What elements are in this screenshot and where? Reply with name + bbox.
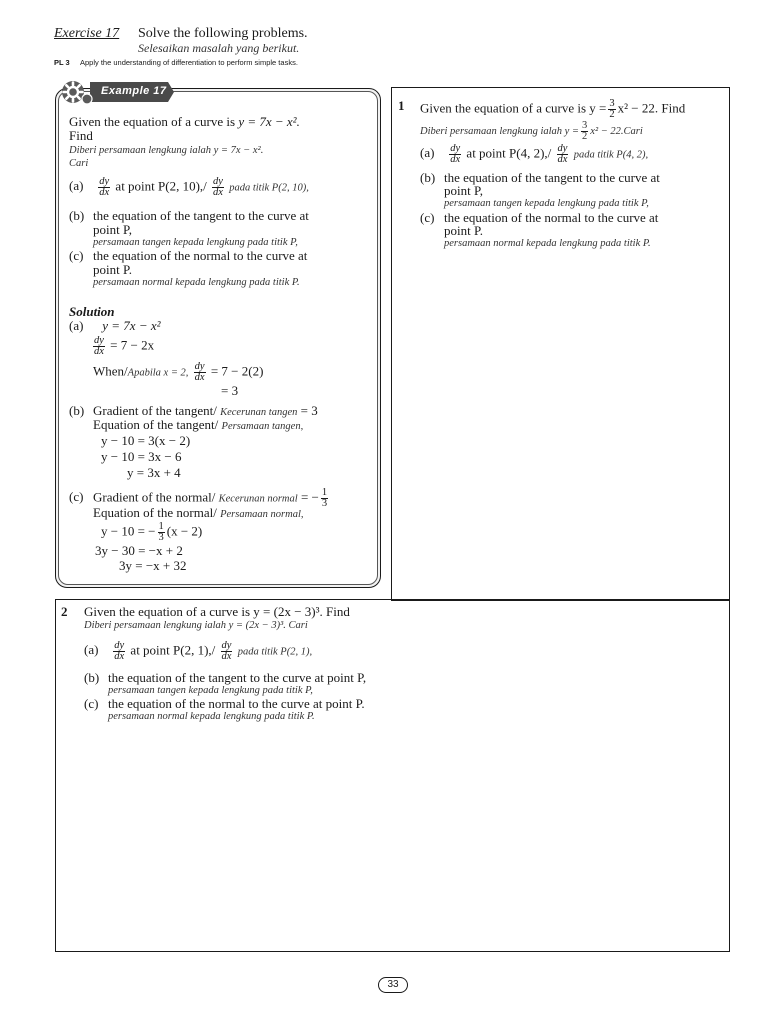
example-part-b	[69, 209, 309, 223]
pl-text: Apply the understanding of differentiation to perform simple tasks.	[80, 58, 298, 67]
part-a-malay: pada titik P(2, 10),	[229, 182, 309, 194]
frac-num: dy	[450, 143, 461, 154]
frac-den: 3	[158, 532, 164, 543]
frac-den: dx	[194, 372, 205, 383]
part-label: (c)	[69, 489, 84, 505]
question-2-part-a	[84, 641, 312, 662]
example-question	[69, 115, 300, 129]
question-1-number: 1	[398, 98, 405, 113]
part-c-text: the equation of the normal to the curve at point P.	[108, 696, 365, 711]
part-label: (b)	[69, 208, 85, 223]
dy-dx-fraction	[212, 177, 224, 198]
part-c-text-2: point P.	[93, 262, 133, 277]
one-third-fraction	[158, 522, 165, 543]
solution-c-line1	[101, 522, 202, 543]
question-2-malay: Diberi persamaan lengkung ialah y = (2x − 3)³. Cari	[84, 620, 308, 631]
frac-num: 3	[609, 98, 615, 109]
frac-num: dy	[194, 361, 205, 372]
frac-num: dy	[114, 640, 125, 651]
solution-b-line3: y = 3x + 4	[127, 465, 181, 480]
three-halves-fraction	[608, 99, 615, 120]
gradient-value: = 3	[300, 403, 318, 418]
question-1-malay	[420, 121, 643, 142]
dy-dx-fraction	[93, 336, 105, 357]
solution-a-line1	[69, 319, 161, 333]
frac-den: dx	[450, 154, 461, 165]
question-2-part-c	[84, 697, 365, 711]
one-third-fraction	[321, 488, 328, 509]
part-label: (a)	[69, 178, 84, 194]
example-find: Find	[69, 128, 93, 143]
three-halves-fraction	[581, 121, 588, 142]
equation-label-malay: Persamaan normal,	[220, 509, 304, 520]
equation-label: Equation of the tangent/	[93, 417, 219, 432]
q1-malay-a: Diberi persamaan lengkung ialah y =	[420, 125, 580, 137]
frac-den: dx	[221, 651, 232, 662]
frac-num: dy	[557, 143, 568, 154]
exercise-title-malay: Selesaikan masalah yang berikut.	[138, 41, 300, 55]
frac-den: dx	[94, 346, 104, 357]
frac-num: dy	[221, 640, 232, 651]
solution-b-line1: y − 10 = 3(x − 2)	[101, 433, 191, 448]
part-label: (a)	[84, 642, 99, 658]
part-c-malay: persamaan normal kepada lengkung pada titik P.	[93, 277, 300, 288]
gradient-value: = −	[300, 489, 319, 505]
gradient-label-malay: Kecerunan tangen	[220, 407, 298, 418]
example-question-text: Given the equation of a curve is	[69, 114, 236, 129]
frac-den: 2	[582, 131, 588, 142]
frac-den: dx	[213, 187, 223, 198]
question-1-text	[420, 99, 685, 120]
q1-part-b-text-2: point P,	[444, 183, 484, 198]
part-label: (b)	[69, 403, 85, 418]
gradient-label-malay: Kecerunan normal	[218, 493, 298, 505]
when-text: When/	[93, 363, 128, 379]
part-a-malay: pada titik P(4, 2),	[573, 149, 649, 161]
gradient-label: Gradient of the tangent/	[93, 403, 217, 418]
part-c-text: the equation of the normal to the curve at	[444, 210, 659, 225]
pl-code: PL 3	[54, 58, 70, 67]
part-b-text-2: point P,	[93, 222, 133, 237]
solution-title: Solution	[69, 304, 115, 319]
part-b-text: the equation of the tangent to the curve at point P,	[108, 670, 367, 685]
question-2-part-b	[84, 671, 366, 685]
part-b-text: the equation of the tangent to the curve at	[93, 208, 309, 223]
example-question-malay: Diberi persamaan lengkung ialah y = 7x − x².	[69, 145, 264, 156]
example-part-c	[69, 249, 307, 263]
frac-num: dy	[213, 176, 223, 187]
part-label: (b)	[84, 670, 100, 685]
apabila-text: Apabila x = 2,	[127, 367, 189, 379]
solution-a-line3	[93, 362, 263, 383]
frac-den: dx	[114, 651, 125, 662]
solution-a-evaluate: = 7 − 2(2)	[210, 363, 264, 379]
solution-a-equation: y = 7x − x²	[102, 318, 161, 333]
part-label: (a)	[69, 318, 84, 333]
frac-num: dy	[94, 335, 104, 346]
frac-den: dx	[99, 187, 110, 198]
part-b-malay: persamaan tangen kepada lengkung pada titik P,	[93, 237, 298, 248]
q1-text-a: Given the equation of a curve is y =	[420, 100, 607, 116]
example-tag-label: Example 17	[101, 85, 167, 97]
part-label: (c)	[84, 696, 99, 711]
line-text: y − 10 = −	[101, 523, 156, 539]
dy-dx-fraction	[113, 641, 125, 662]
part-a-text: at point P(4, 2),/	[466, 145, 552, 161]
question-1-part-a	[420, 144, 648, 165]
q1-part-b-malay: persamaan tangen kepada lengkung pada titik P,	[444, 198, 649, 209]
part-a-malay: pada titik P(2, 1),	[237, 646, 313, 658]
frac-num: 1	[321, 487, 328, 498]
question-2-number: 2	[61, 604, 68, 619]
line-text: (x − 2)	[166, 523, 203, 539]
q1-text-b: x² − 22. Find	[617, 100, 686, 116]
part-c-text: the equation of the normal to the curve at	[93, 248, 308, 263]
part-label: (a)	[420, 145, 435, 161]
q1-part-c-text-2: point P.	[444, 223, 484, 238]
part-a-text: at point P(2, 10),/	[115, 178, 207, 194]
solution-a-line2	[91, 336, 154, 357]
solution-a-result: = 3	[221, 383, 239, 398]
frac-den: 2	[609, 109, 615, 120]
part-label: (c)	[420, 210, 435, 225]
part-a-text: at point P(2, 1),/	[130, 642, 216, 658]
example-part-a	[69, 177, 309, 198]
dy-dx-fraction	[194, 362, 206, 383]
solution-a-derivative: = 7 − 2x	[110, 337, 155, 353]
example-equation: y = 7x − x².	[238, 114, 300, 129]
frac-num: dy	[99, 176, 110, 187]
page-number: 33	[378, 977, 408, 993]
example-cari: Cari	[69, 158, 89, 169]
part-label: (b)	[420, 170, 436, 185]
exercise-label: Exercise 17	[54, 26, 120, 41]
q2-part-c-malay: persamaan normal kepada lengkung pada titik P.	[108, 711, 315, 722]
dy-dx-fraction	[98, 177, 110, 198]
q1-malay-b: x² − 22.Cari	[590, 125, 643, 137]
part-label: (c)	[69, 248, 84, 263]
dy-dx-fraction	[449, 144, 461, 165]
solution-c-equation	[93, 506, 304, 522]
gradient-label: Gradient of the normal/	[93, 489, 216, 505]
dy-dx-fraction	[557, 144, 569, 165]
frac-num: 1	[158, 521, 164, 532]
question-2-text: Given the equation of a curve is y = (2x − 3)³. Find	[84, 604, 350, 619]
solution-c-line2: 3y − 30 = −x + 2	[95, 543, 183, 558]
q1-part-c-malay: persamaan normal kepada lengkung pada titik P.	[444, 238, 651, 249]
equation-label-malay: Persamaan tangen,	[221, 421, 304, 432]
frac-num: 3	[582, 120, 588, 131]
exercise-title: Solve the following problems.	[138, 26, 308, 41]
equation-label: Equation of the normal/	[93, 505, 217, 520]
frac-den: 3	[321, 498, 328, 509]
frac-den: dx	[557, 154, 568, 165]
q2-part-b-malay: persamaan tangen kepada lengkung pada titik P,	[108, 685, 313, 696]
solution-c-line3: 3y = −x + 32	[119, 558, 187, 573]
solution-b-equation	[93, 418, 303, 434]
part-b-text: the equation of the tangent to the curve at	[444, 170, 660, 185]
solution-b-line2: y − 10 = 3x − 6	[101, 449, 182, 464]
dy-dx-fraction	[221, 641, 233, 662]
